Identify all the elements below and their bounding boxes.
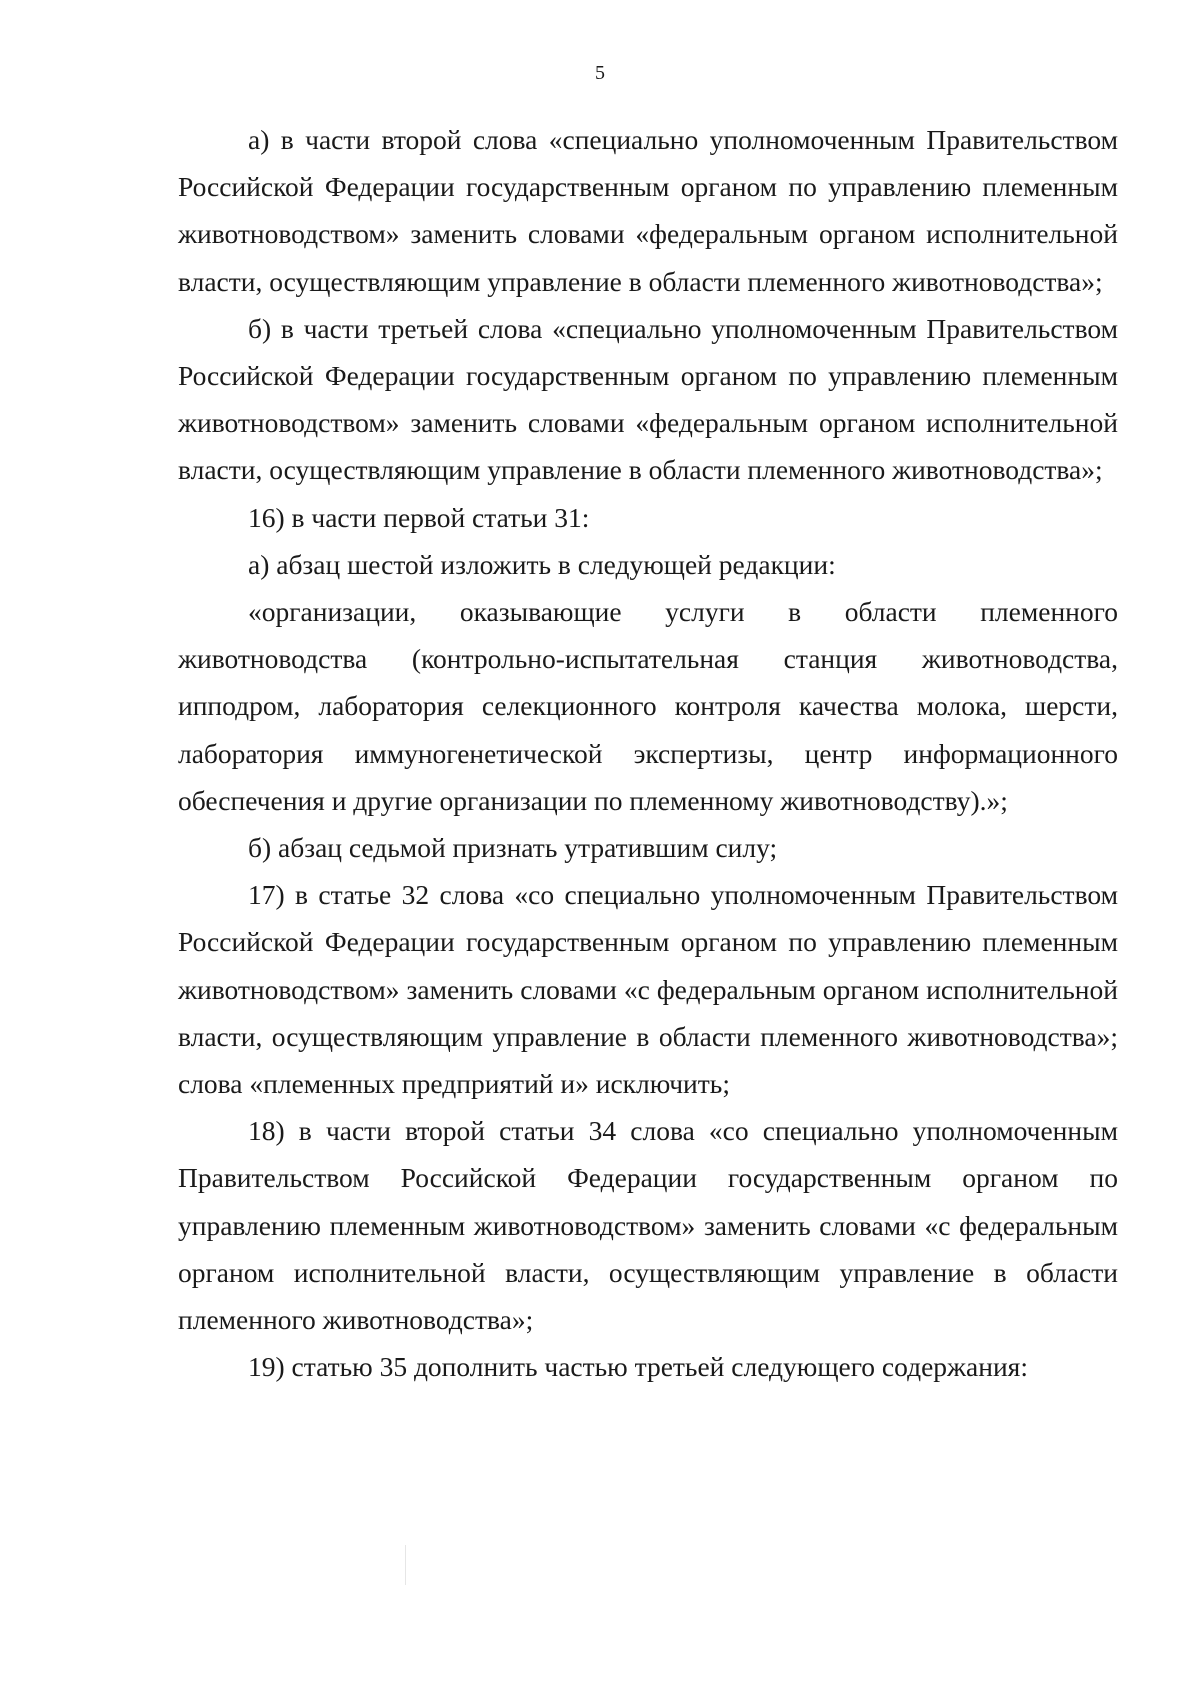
page-number: 5: [595, 62, 605, 84]
paragraph-a-sixth-clause: а) абзац шестой изложить в следующей редакции:: [248, 548, 836, 580]
scan-artifact-line: [405, 1545, 406, 1585]
paragraph-16-article-31: 16) в части первой статьи 31:: [248, 501, 590, 533]
paragraph-18-article-34: 18) в части второй статьи 34 слова «со специально уполномоченным Правительством Российской Федерации государственным органом по управлению племенным животноводством» заменить словами «с федеральным органом исполнительной власти, осуществляющим управление в области племенного животноводства»;: [178, 1115, 1118, 1336]
document-body: [178, 116, 1118, 1390]
paragraph-19-article-35: 19) статью 35 дополнить частью третьей следующего содержания:: [248, 1351, 1028, 1383]
paragraph-a-part-two: а) в части второй слова «специально уполномоченным Правительством Российской Федерации государственным органом по управлению племенным животноводством» заменить словами «федеральным органом исполнительной власти, осуществляющим управление в области племенного животноводства»;: [178, 124, 1118, 297]
paragraph-organizations-quote: «организации, оказывающие услуги в области племенного животноводства (контрольно-испытательная станция животноводства, ипподром, лаборатория селекционного контроля качества молока, шерсти, лаборатория иммуногенетической экспертизы, центр информационного обеспечения и другие организации по племенному животноводству).»;: [178, 596, 1118, 816]
paragraph-b-part-three: б) в части третьей слова «специально уполномоченным Правительством Российской Федерации государственным органом по управлению племенным животноводством» заменить словами «федеральным органом исполнительной власти, осуществляющим управление в области племенного животноводства»;: [178, 312, 1118, 486]
paragraph-17-article-32: 17) в статье 32 слова «со специально уполномоченным Правительством Российской Федерации государственным органом по управлению племенным животноводством» заменить словами «с федеральным органом исполнительной власти, осуществляющим управление в области племенного животноводства»; слова «племенных предприятий и» исключить;: [178, 879, 1118, 1100]
paragraph-b-seventh-clause: б) абзац седьмой признать утратившим силу;: [248, 832, 778, 864]
